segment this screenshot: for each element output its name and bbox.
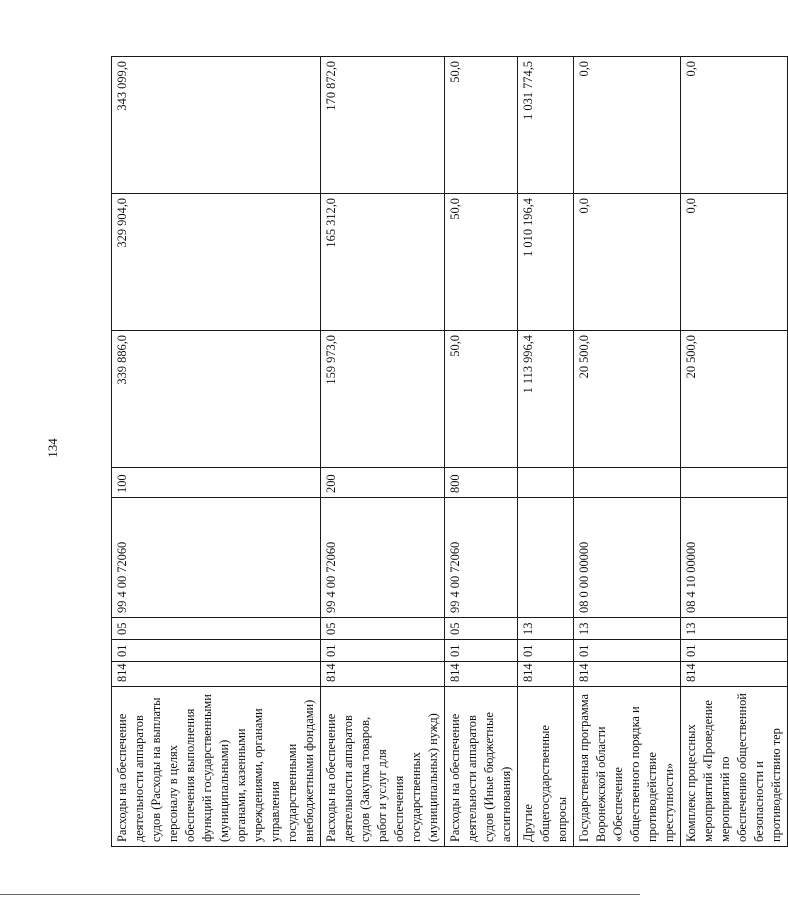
table-row (321, 57, 445, 847)
table-row (574, 57, 681, 847)
budget-table (111, 56, 788, 847)
subsection-code: 13 (681, 618, 788, 640)
section-code: 01 (681, 640, 788, 662)
amount-year-2: 0,0 (681, 194, 788, 331)
subsection-code: 05 (445, 618, 518, 640)
expense-type-code: 200 (321, 468, 445, 498)
expense-type-code: 800 (445, 468, 518, 498)
row-name: Расходы на обеспечение деятельности аппаратов судов (Закупка товаров, работ и услуг для обеспечения государственных (муниципальных) нужд) (321, 687, 445, 847)
target-article-code (518, 498, 574, 618)
target-article-code: 99 4 00 72060 (112, 498, 321, 618)
table-row (518, 57, 574, 847)
amount-year-3: 170 872,0 (321, 57, 445, 194)
amount-year-2: 165 312,0 (321, 194, 445, 331)
target-article-code: 99 4 00 72060 (445, 498, 518, 618)
row-name: Комплекс процессных мероприятий «Проведение мероприятий по обеспечению общественной безопасности и противодействию тер (681, 687, 788, 847)
amount-year-2: 329 904,0 (112, 194, 321, 331)
section-code: 01 (321, 640, 445, 662)
amount-year-3: 1 031 774,5 (518, 57, 574, 194)
target-article-code: 08 4 10 00000 (681, 498, 788, 618)
amount-year-3: 0,0 (681, 57, 788, 194)
amount-year-1: 1 113 996,4 (518, 331, 574, 468)
amount-year-1: 20 500,0 (681, 331, 788, 468)
ministry-code: 814 (112, 662, 321, 687)
amount-year-2: 50,0 (445, 194, 518, 331)
row-name: Государственная программа Воронежской области «Обеспечение общественного порядка и противодействие преступности» (574, 687, 681, 847)
section-code: 01 (445, 640, 518, 662)
target-article-code: 08 0 00 00000 (574, 498, 681, 618)
ministry-code: 814 (574, 662, 681, 687)
amount-year-1: 159 973,0 (321, 331, 445, 468)
page-number: 134 (45, 438, 60, 458)
subsection-code: 13 (574, 618, 681, 640)
section-code: 01 (518, 640, 574, 662)
amount-year-2: 1 010 196,4 (518, 194, 574, 331)
ministry-code: 814 (445, 662, 518, 687)
row-name: Расходы на обеспечение деятельности аппаратов судов (Расходы на выплаты персоналу в целях обеспечения выполнения функций государственными (муниципальными) органами, казенными учреждениями, органами управления государственными внебюджетными фондами) (112, 687, 321, 847)
expense-type-code: 100 (112, 468, 321, 498)
amount-year-3: 343 099,0 (112, 57, 321, 194)
ministry-code: 814 (518, 662, 574, 687)
ministry-code: 814 (321, 662, 445, 687)
expense-type-code (518, 468, 574, 498)
table-row (445, 57, 518, 847)
amount-year-2: 0,0 (574, 194, 681, 331)
expense-type-code (681, 468, 788, 498)
row-name: Расходы на обеспечение деятельности аппаратов судов (Иные бюджетные ассигнования) (445, 687, 518, 847)
row-name: Другие общегосударственные вопросы (518, 687, 574, 847)
target-article-code: 99 4 00 72060 (321, 498, 445, 618)
amount-year-1: 50,0 (445, 331, 518, 468)
table-row (681, 57, 788, 847)
subsection-code: 05 (321, 618, 445, 640)
subsection-code: 13 (518, 618, 574, 640)
expense-type-code (574, 468, 681, 498)
amount-year-1: 20 500,0 (574, 331, 681, 468)
scan-edge-line (0, 894, 640, 895)
section-code: 01 (112, 640, 321, 662)
table-row (112, 57, 321, 847)
budget-table-container (111, 57, 783, 847)
section-code: 01 (574, 640, 681, 662)
ministry-code: 814 (681, 662, 788, 687)
subsection-code: 05 (112, 618, 321, 640)
amount-year-3: 0,0 (574, 57, 681, 194)
amount-year-3: 50,0 (445, 57, 518, 194)
amount-year-1: 339 886,0 (112, 331, 321, 468)
